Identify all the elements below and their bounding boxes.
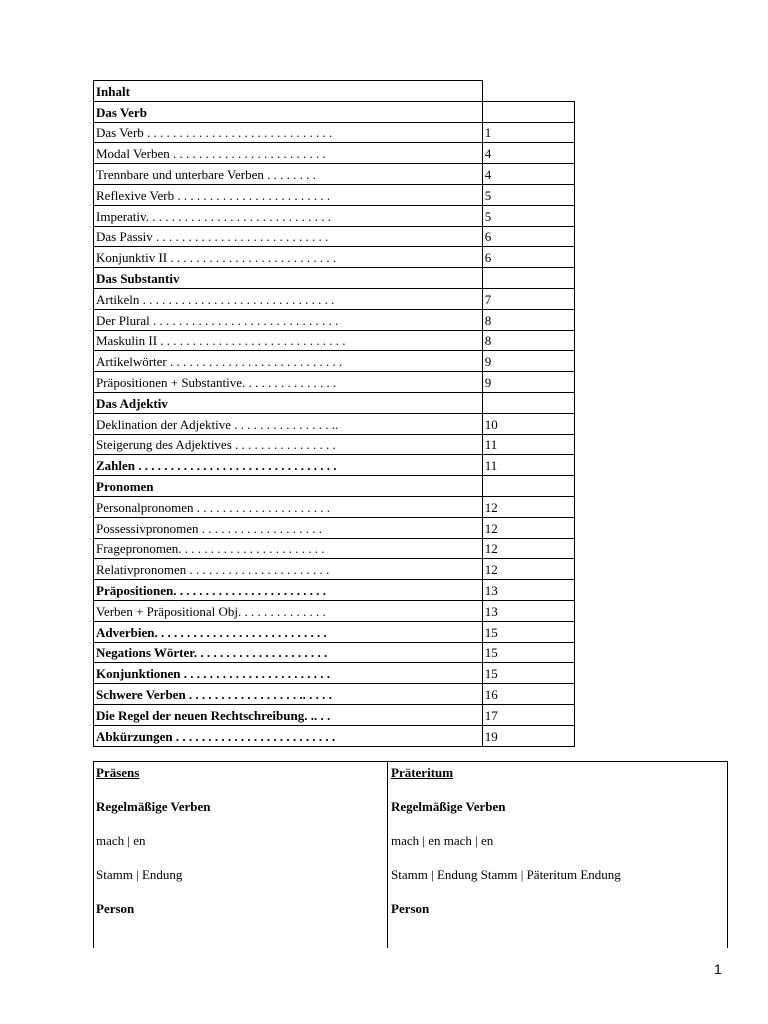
- toc-entry-title: Pronomen: [94, 476, 483, 497]
- toc-entry-page: 19: [482, 725, 574, 746]
- toc-row: [94, 642, 575, 663]
- toc-row: [94, 372, 575, 393]
- toc-entry-page: 11: [482, 455, 574, 476]
- table-of-contents: [93, 80, 575, 747]
- toc-entry-page: 5: [482, 205, 574, 226]
- toc-row: [94, 559, 575, 580]
- toc-entry-page: 13: [482, 580, 574, 601]
- toc-row: [94, 476, 575, 497]
- toc-entry-title: Präpositionen. . . . . . . . . . . . . . . . . . . . . . . .: [94, 580, 483, 601]
- toc-entry-title: Das Adjektiv: [94, 392, 483, 413]
- praesens-subheading: Regelmäßige Verben: [96, 799, 211, 814]
- toc-entry-title: Zahlen . . . . . . . . . . . . . . . . . . . . . . . . . . . . . . .: [94, 455, 483, 476]
- toc-entry-page: 15: [482, 642, 574, 663]
- toc-row: [94, 268, 575, 289]
- toc-entry-title: Negations Wörter. . . . . . . . . . . . . . . . . . . . .: [94, 642, 483, 663]
- toc-entry-page: 12: [482, 517, 574, 538]
- toc-entry-page: 12: [482, 559, 574, 580]
- toc-row: [94, 600, 575, 621]
- praeteritum-parts: Stamm | Endung Stamm | Päteritum Endung: [391, 867, 621, 882]
- toc-header-blank: [482, 81, 574, 102]
- toc-row: [94, 496, 575, 517]
- toc-row: [94, 351, 575, 372]
- toc-entry-title: Das Verb: [94, 101, 483, 122]
- conjugation-table: [93, 761, 728, 948]
- praeteritum-heading: Präteritum: [391, 765, 454, 780]
- toc-entry-title: Fragepronomen. . . . . . . . . . . . . . . . . . . . . . .: [94, 538, 483, 559]
- toc-entry-page: 6: [482, 247, 574, 268]
- toc-entry-page: 7: [482, 288, 574, 309]
- toc-row: [94, 164, 575, 185]
- toc-entry-page: 12: [482, 496, 574, 517]
- toc-row: [94, 122, 575, 143]
- toc-entry-title: Das Passiv . . . . . . . . . . . . . . . . . . . . . . . . . . .: [94, 226, 483, 247]
- toc-entry-page: 16: [482, 684, 574, 705]
- toc-row: [94, 392, 575, 413]
- toc-row: [94, 143, 575, 164]
- toc-row: [94, 184, 575, 205]
- toc-entry-page: 13: [482, 600, 574, 621]
- toc-row: [94, 517, 575, 538]
- toc-entry-title: Konjunktionen . . . . . . . . . . . . . . . . . . . . . . .: [94, 663, 483, 684]
- toc-entry-title: Steigerung des Adjektives . . . . . . . . . . . . . . . .: [94, 434, 483, 455]
- toc-entry-title: Modal Verben . . . . . . . . . . . . . . . . . . . . . . . .: [94, 143, 483, 164]
- toc-entry-page: 8: [482, 330, 574, 351]
- toc-entry-page: 17: [482, 704, 574, 725]
- toc-entry-title: Der Plural . . . . . . . . . . . . . . . . . . . . . . . . . . . . .: [94, 309, 483, 330]
- toc-entry-title: Trennbare und unterbare Verben . . . . . . . .: [94, 164, 483, 185]
- toc-row: [94, 309, 575, 330]
- toc-entry-title: Verben + Präpositional Obj. . . . . . . . . . . . . .: [94, 600, 483, 621]
- toc-entry-title: Artikelwörter . . . . . . . . . . . . . . . . . . . . . . . . . . .: [94, 351, 483, 372]
- toc-row: [94, 580, 575, 601]
- toc-row: [94, 455, 575, 476]
- toc-entry-title: Adverbien. . . . . . . . . . . . . . . . . . . . . . . . . . .: [94, 621, 483, 642]
- toc-entry-page: 10: [482, 413, 574, 434]
- toc-row: [94, 226, 575, 247]
- toc-row: [94, 330, 575, 351]
- toc-row: [94, 621, 575, 642]
- toc-entry-title: Präpositionen + Substantive. . . . . . . . . . . . . . .: [94, 372, 483, 393]
- toc-entry-page: 9: [482, 372, 574, 393]
- toc-body: [94, 81, 575, 747]
- toc-row: [94, 704, 575, 725]
- toc-entry-page: 11: [482, 434, 574, 455]
- toc-entry-page: 9: [482, 351, 574, 372]
- toc-entry-title: Possessivpronomen . . . . . . . . . . . . . . . . . . .: [94, 517, 483, 538]
- toc-row: [94, 288, 575, 309]
- toc-row: [94, 538, 575, 559]
- toc-entry-page: [482, 101, 574, 122]
- toc-entry-title: Artikeln . . . . . . . . . . . . . . . . . . . . . . . . . . . . . .: [94, 288, 483, 309]
- toc-entry-page: [482, 476, 574, 497]
- praeteritum-column: [388, 762, 727, 948]
- toc-entry-page: 4: [482, 164, 574, 185]
- toc-entry-page: 6: [482, 226, 574, 247]
- toc-entry-page: [482, 268, 574, 289]
- praeteritum-subheading: Regelmäßige Verben: [391, 799, 506, 814]
- toc-entry-page: 15: [482, 621, 574, 642]
- toc-row: [94, 684, 575, 705]
- toc-row: [94, 101, 575, 122]
- toc-entry-page: 12: [482, 538, 574, 559]
- toc-row: [94, 663, 575, 684]
- praeteritum-example: mach | en mach | en: [391, 833, 494, 848]
- toc-row: [94, 413, 575, 434]
- toc-entry-title: Relativpronomen . . . . . . . . . . . . . . . . . . . . . .: [94, 559, 483, 580]
- toc-row: [94, 434, 575, 455]
- toc-row: [94, 247, 575, 268]
- praesens-parts: Stamm | Endung: [96, 867, 183, 882]
- toc-header: Inhalt: [94, 81, 483, 102]
- toc-entry-title: Imperativ. . . . . . . . . . . . . . . . . . . . . . . . . . . . .: [94, 205, 483, 226]
- praesens-person: Person: [96, 901, 135, 916]
- toc-entry-page: 8: [482, 309, 574, 330]
- page-number: 1: [714, 961, 722, 977]
- toc-entry-page: [482, 392, 574, 413]
- toc-row: [94, 205, 575, 226]
- toc-entry-title: Konjunktiv II . . . . . . . . . . . . . . . . . . . . . . . . . .: [94, 247, 483, 268]
- toc-header-row: [94, 81, 575, 102]
- toc-entry-title: Die Regel der neuen Rechtschreibung. .. . .: [94, 704, 483, 725]
- praesens-example: mach | en: [96, 833, 146, 848]
- toc-entry-title: Das Substantiv: [94, 268, 483, 289]
- toc-row: [94, 725, 575, 746]
- toc-entry-page: 5: [482, 184, 574, 205]
- toc-entry-title: Abkürzungen . . . . . . . . . . . . . . . . . . . . . . . . .: [94, 725, 483, 746]
- toc-entry-title: Das Verb . . . . . . . . . . . . . . . . . . . . . . . . . . . . .: [94, 122, 483, 143]
- praesens-heading: Präsens: [96, 765, 140, 780]
- toc-entry-page: 4: [482, 143, 574, 164]
- toc-entry-title: Schwere Verben . . . . . . . . . . . . . . . . . .. . . . .: [94, 684, 483, 705]
- toc-entry-title: Reflexive Verb . . . . . . . . . . . . . . . . . . . . . . . .: [94, 184, 483, 205]
- toc-entry-title: Deklination der Adjektive . . . . . . . . . . . . . . . ..: [94, 413, 483, 434]
- toc-entry-title: Maskulin II . . . . . . . . . . . . . . . . . . . . . . . . . . . . .: [94, 330, 483, 351]
- toc-entry-page: 1: [482, 122, 574, 143]
- toc-entry-title: Personalpronomen . . . . . . . . . . . . . . . . . . . . .: [94, 496, 483, 517]
- praesens-column: [94, 762, 388, 948]
- toc-entry-page: 15: [482, 663, 574, 684]
- praeteritum-person: Person: [391, 901, 430, 916]
